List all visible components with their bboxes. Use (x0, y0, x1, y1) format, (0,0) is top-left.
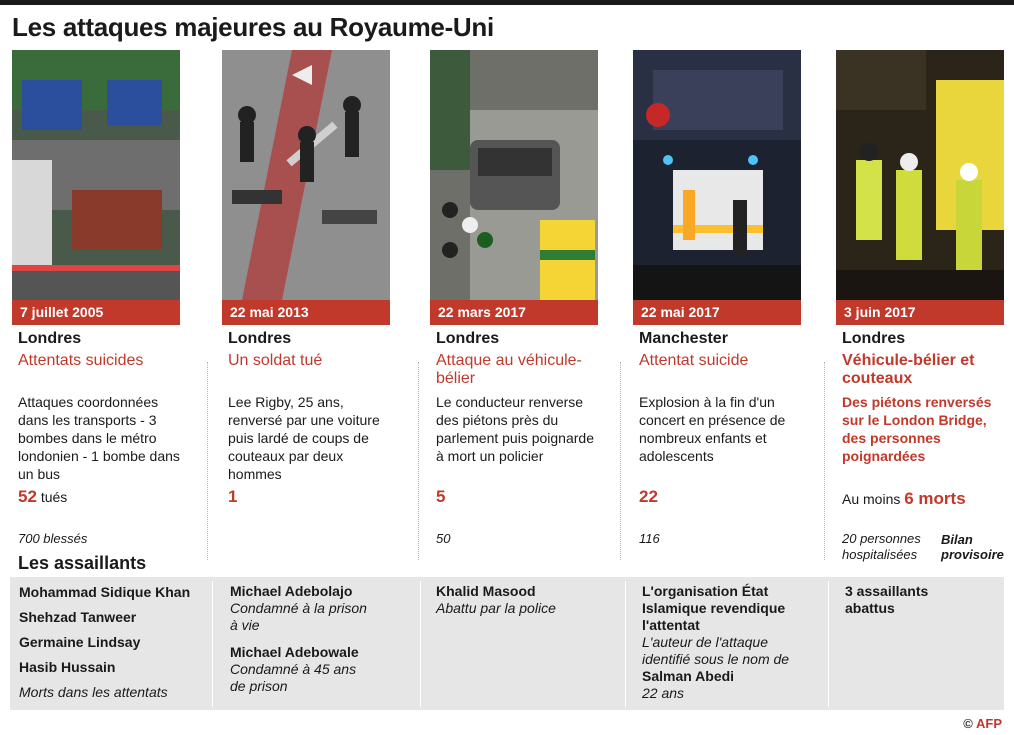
credit (963, 716, 1002, 731)
provisional-note: Bilan provisoire (941, 532, 1004, 562)
deaths (18, 487, 67, 507)
date-band: 7 juillet 2005 (12, 300, 180, 325)
description: Lee Rigby, 25 ans, renversé par une voiture puis lardé de coups de couteaux par deux hommes (228, 394, 380, 482)
attack-type: Véhicule-bélier et couteaux (842, 352, 975, 387)
assailants-manchester (642, 583, 812, 702)
date-band: 3 juin 2017 (836, 300, 1004, 325)
city: Londres (842, 330, 906, 347)
photo-london-bridge (836, 50, 1004, 300)
attack-type: Attaque au véhicule-bélier (436, 352, 582, 387)
assailants-text: 3 assaillants abattus (845, 583, 929, 616)
column-divider (207, 362, 209, 560)
date-band: 22 mai 2017 (633, 300, 801, 325)
assailants-heading: Les assaillants (18, 553, 147, 573)
deaths-value: 52 (18, 487, 37, 506)
assailant-name: Khalid Masood (436, 583, 536, 599)
assailants-westminster (436, 583, 616, 617)
panel-divider (420, 581, 421, 707)
top-rule (0, 0, 1014, 5)
panel-divider (828, 581, 829, 707)
assailant-name: Shehzad Tanweer (19, 609, 137, 625)
description: Explosion à la fin d'un concert en présence de nombreux enfants et adolescents (639, 394, 786, 464)
deaths (639, 487, 658, 507)
city: Londres (228, 330, 292, 347)
deaths (842, 489, 966, 509)
deaths-suffix: tués (40, 489, 68, 505)
deaths-value: 5 (436, 487, 446, 506)
column-divider (620, 362, 622, 560)
assailant-name: Michael Adebolajo (230, 583, 353, 599)
attack-type: Attentats suicides (18, 352, 144, 369)
injured: 116 (639, 531, 660, 546)
panel-divider (212, 581, 213, 707)
description: Des piétons renversés sur le London Bridge, des personnes poignardées (842, 394, 992, 464)
photo-bus-bombing (12, 50, 180, 300)
assailant-fate: Abattu par la police (436, 600, 556, 616)
column-divider (824, 362, 826, 560)
deaths (228, 487, 237, 507)
assailant-fate: Morts dans les attentats (19, 684, 168, 700)
claim: L'organisation État Islamique revendique l'attentat (642, 583, 786, 633)
assailant-name: Mohammad Sidique Khan (19, 584, 191, 600)
date-band: 22 mai 2013 (222, 300, 390, 325)
page-title: Les attaques majeures au Royaume-Uni (12, 12, 494, 42)
afp-logo: AFP (976, 716, 1002, 731)
deaths-value: 6 morts (904, 489, 966, 508)
description: Attaques coordonnées dans les transports - 3 bombes dans le métro londonien - 1 bombe dans un bus (18, 394, 180, 482)
injured: 50 (436, 531, 451, 546)
panel-divider (625, 581, 626, 707)
city: Manchester (639, 330, 728, 347)
assailant-fate: Condamné à la prison à vie (230, 600, 367, 633)
deaths-value: 1 (228, 487, 238, 506)
deaths-prefix: Au moins (842, 491, 901, 507)
assailant-name: Germaine Lindsay (19, 634, 141, 650)
column-divider (418, 362, 420, 560)
assailant-fate: Condamné à 45 ans de prison (230, 661, 357, 694)
deaths-value: 22 (639, 487, 658, 506)
attack-type: Attentat suicide (639, 352, 749, 369)
assailant-name: Michael Adebowale (230, 644, 359, 660)
copyright-symbol: © (963, 716, 973, 731)
assailants-2013 (230, 583, 400, 695)
city: Londres (436, 330, 500, 347)
injured: 700 blessés (18, 531, 88, 546)
assailant-fate: L'auteur de l'attaque identifié sous le nom de (642, 634, 790, 667)
assailants-london-bridge (845, 583, 955, 617)
assailants-2005 (19, 580, 209, 705)
attack-type: Un soldat tué (228, 352, 323, 369)
deaths (436, 487, 445, 507)
injured: 20 personnes hospitalisées (842, 531, 921, 562)
photo-woolwich (222, 50, 390, 300)
city: Londres (18, 330, 82, 347)
assailant-name: Hasib Hussain (19, 659, 116, 675)
assailant-age: 22 ans (642, 685, 685, 701)
photo-manchester (633, 50, 801, 300)
assailant-name: Salman Abedi (642, 668, 735, 684)
description: Le conducteur renverse des piétons près du parlement puis poignarde à mort un policier (436, 394, 594, 464)
date-band: 22 mars 2017 (430, 300, 598, 325)
photo-westminster (430, 50, 598, 300)
